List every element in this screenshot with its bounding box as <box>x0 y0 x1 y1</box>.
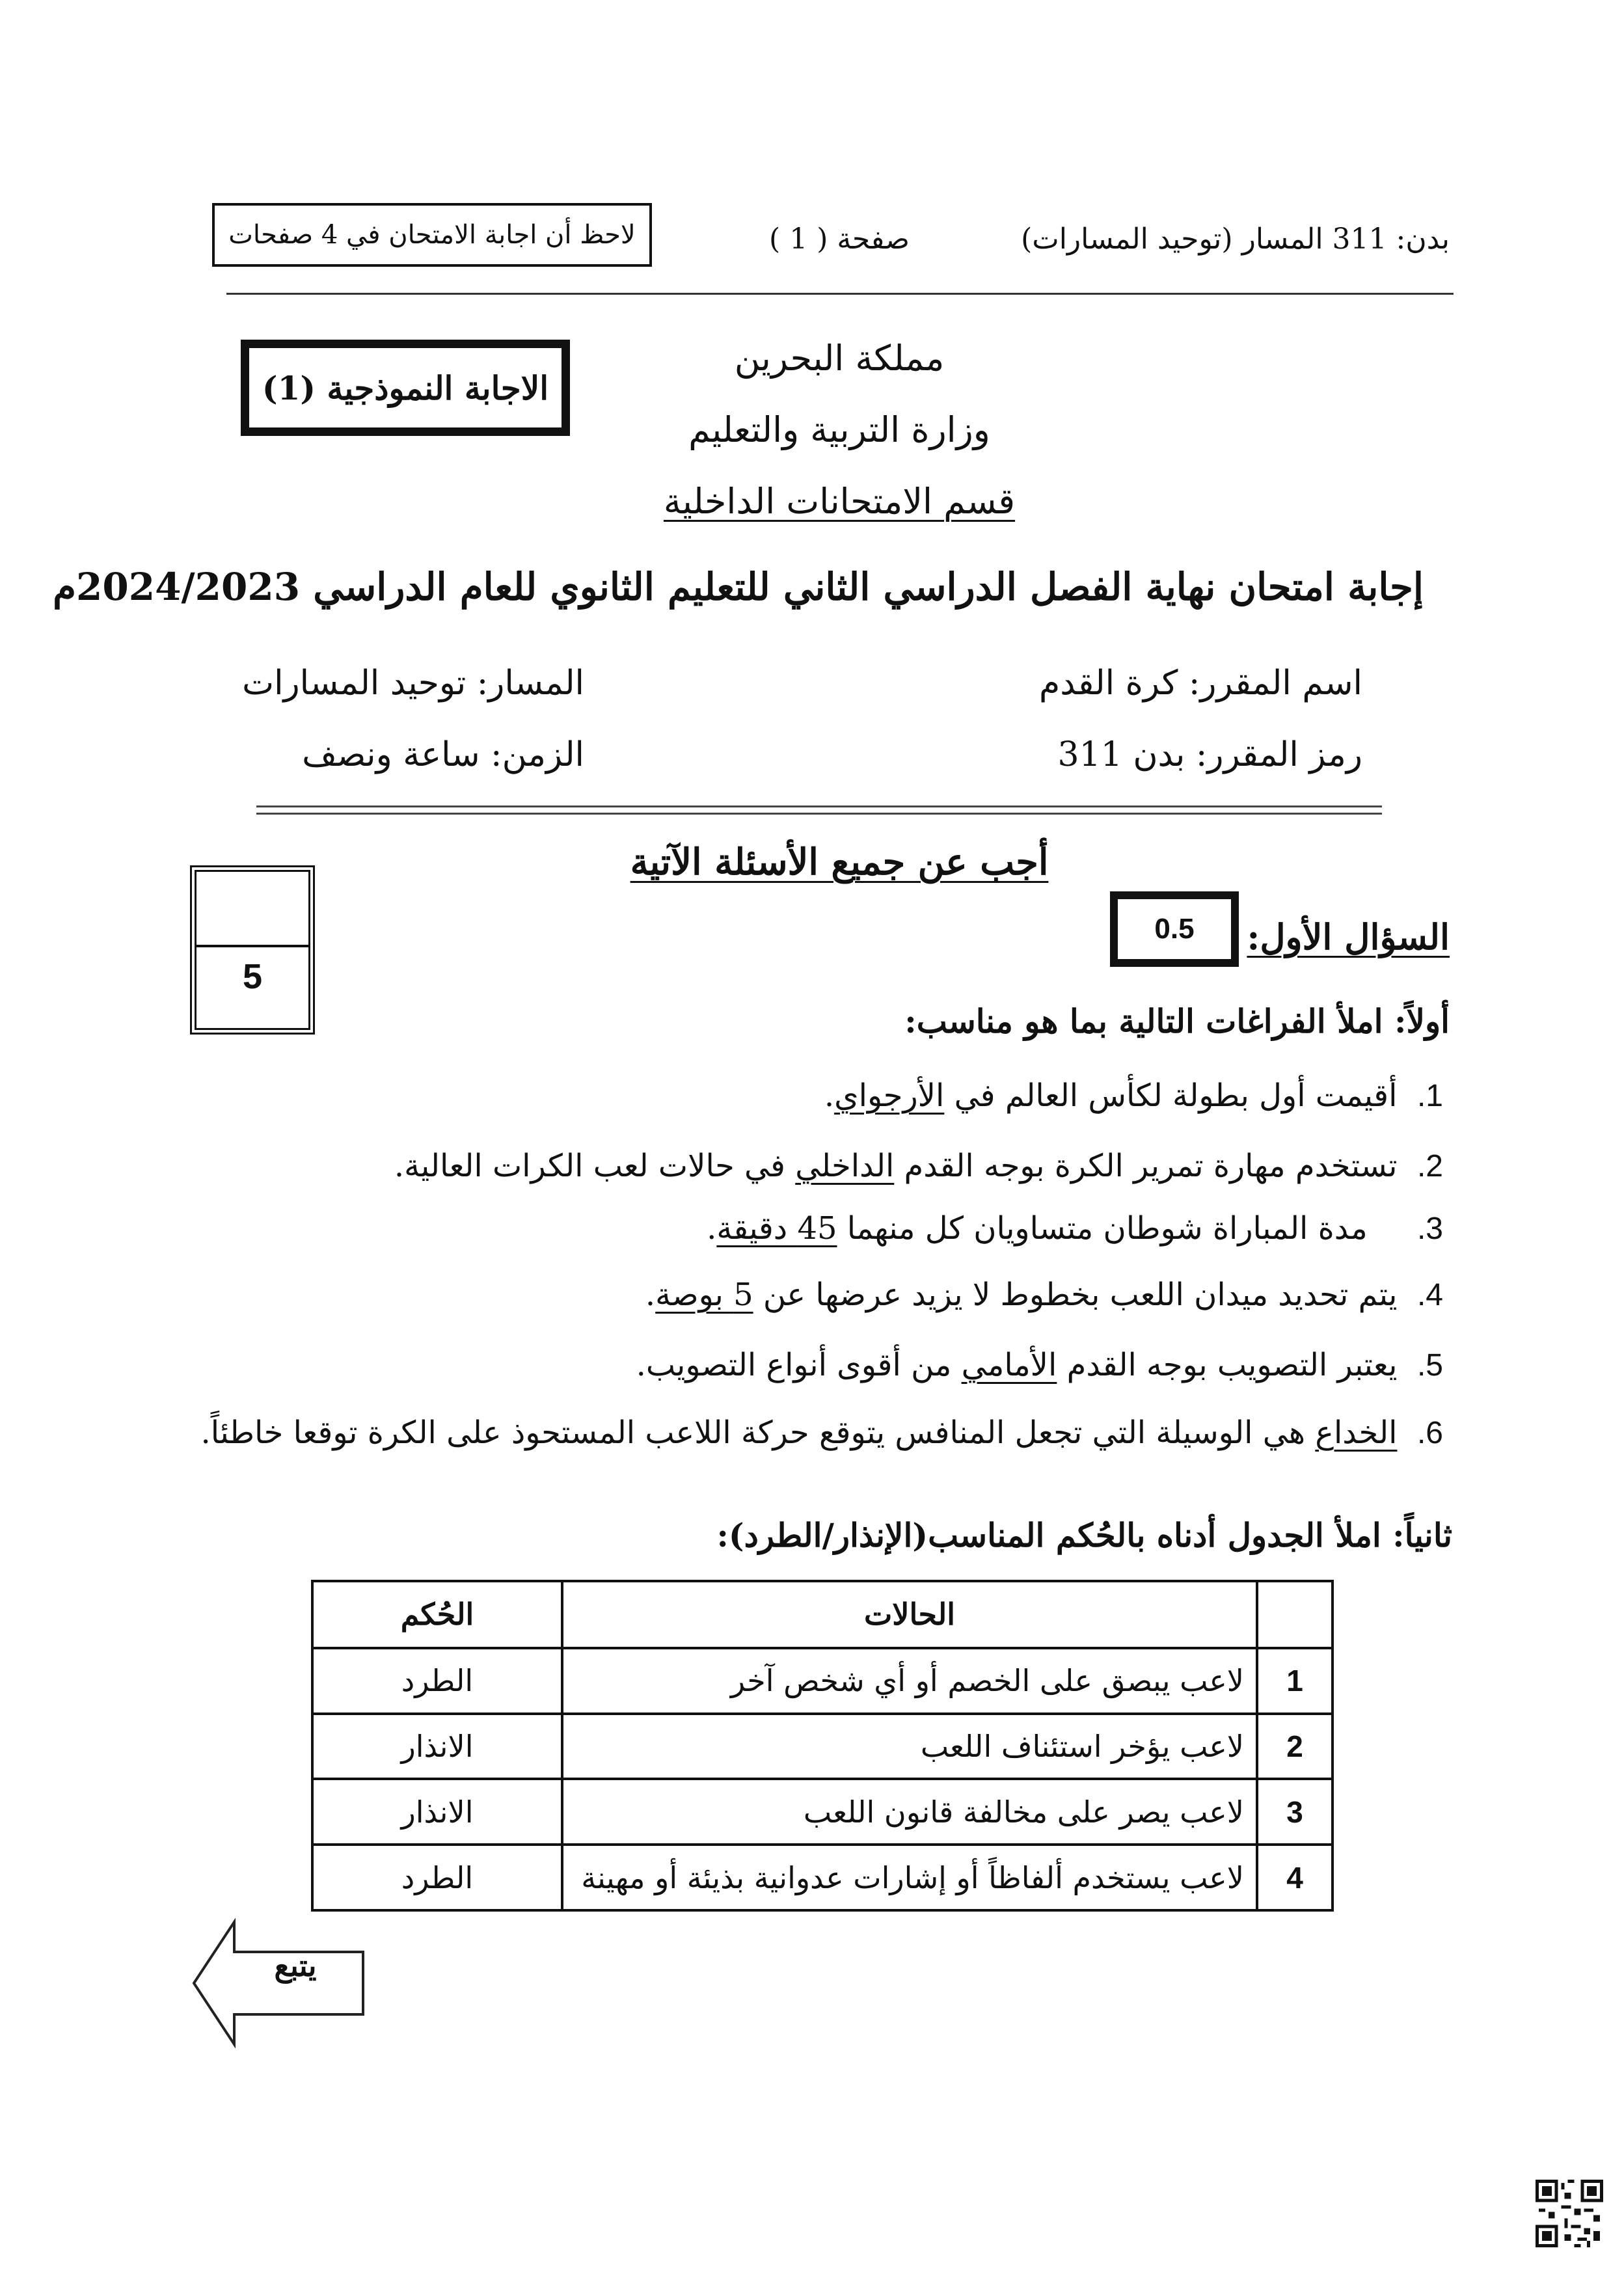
answer-blank: الأمامي <box>961 1347 1057 1383</box>
left-arrow-icon <box>191 1918 367 2048</box>
page-number: صفحة ( 1 ) <box>769 223 910 256</box>
part-1-title: أولاً: املأ الفراغات التالية بما هو مناسب: <box>904 1002 1450 1040</box>
score-box <box>190 865 315 1035</box>
verdict-table <box>311 1580 1334 1912</box>
continue-label: يتبع <box>274 1948 317 1983</box>
qr-code-icon <box>1536 2180 1603 2247</box>
table-header-row <box>312 1581 1333 1648</box>
part-2-title: ثانياً: املأ الجدول أدناه بالحُكم المناسب(الإنذار/الطرد): <box>716 1516 1452 1554</box>
table-row <box>312 1648 1333 1714</box>
row-number: 2 <box>1257 1714 1333 1780</box>
row-number: 4 <box>1257 1845 1333 1910</box>
answer-blank: الداخلي <box>795 1148 895 1184</box>
ministry-name: وزارة التربية والتعليم <box>688 409 990 450</box>
header-cases: الحالات <box>562 1581 1257 1648</box>
continue-arrow <box>191 1918 367 2048</box>
verdict-cell: الانذار <box>312 1779 562 1845</box>
answer-blank: 45 دقيقة <box>716 1210 837 1247</box>
duration: الزمن: ساعة ونصف <box>302 735 584 774</box>
row-number: 1 <box>1257 1648 1333 1714</box>
answer-blank: 5 بوصة <box>655 1277 753 1313</box>
question-1-label: السؤال الأول: <box>1247 916 1450 958</box>
table-row <box>312 1714 1333 1780</box>
case-cell: لاعب يؤخر استئناف اللعب <box>562 1714 1257 1780</box>
header-verdict: الحُكم <box>312 1581 562 1648</box>
verdict-cell: الطرد <box>312 1648 562 1714</box>
verdict-cell: الانذار <box>312 1714 562 1780</box>
double-rule <box>256 805 1382 815</box>
course-name: اسم المقرر: كرة القدم <box>1039 664 1362 703</box>
list-item: 6. الخداع هي الوسيلة التي تجعل المنافس يتوقع حركة اللاعب المستحوذ على الكرة توقعا خاطئاً. <box>200 1414 1443 1451</box>
verdict-cell: الطرد <box>312 1845 562 1910</box>
score-divider <box>196 945 308 947</box>
department-name: قسم الامتحانات الداخلية <box>663 481 1016 522</box>
question-1-mark: 0.5 <box>1110 891 1239 967</box>
list-item: 2. تستخدم مهارة تمرير الكرة بوجه القدم الداخلي في حالات لعب الكرات العالية. <box>394 1148 1443 1184</box>
header-number-cell <box>1257 1581 1333 1648</box>
list-item: 5. يعتبر التصويب بوجه القدم الأمامي من أقوى أنواع التصويب. <box>636 1347 1443 1383</box>
list-item: 1. أقيمت أول بطولة لكأس العالم في الأرجواي. <box>824 1077 1443 1114</box>
score-total: 5 <box>242 957 263 996</box>
answer-blank: الخداع <box>1315 1414 1398 1451</box>
ministry-block <box>599 323 1080 537</box>
table-row <box>312 1779 1333 1845</box>
track: المسار: توحيد المسارات <box>242 664 584 703</box>
table-row <box>312 1845 1333 1910</box>
row-number: 3 <box>1257 1779 1333 1845</box>
list-item: 4. يتم تحديد ميدان اللعب بخطوط لا يزيد عرضها عن 5 بوصة. <box>645 1277 1443 1313</box>
answer-blank: الأرجواي <box>834 1077 945 1114</box>
case-cell: لاعب يستخدم ألفاظاً أو إشارات عدوانية بذيئة أو مهينة <box>562 1845 1257 1910</box>
case-cell: لاعب يصر على مخالفة قانون اللعب <box>562 1779 1257 1845</box>
instructions-heading: أجب عن جميع الأسئلة الآتية <box>630 841 1049 884</box>
header-divider <box>226 293 1454 295</box>
pages-note: لاحظ أن اجابة الامتحان في 4 صفحات <box>212 203 652 267</box>
header-course-line: بدن: 311 المسار (توحيد المسارات) <box>1021 223 1450 256</box>
course-code: رمز المقرر: بدن 311 <box>1057 735 1362 774</box>
case-cell: لاعب يبصق على الخصم أو أي شخص آخر <box>562 1648 1257 1714</box>
exam-title: إجابة امتحان نهاية الفصل الدراسي الثاني للتعليم الثانوي للعام الدراسي 2024/2023م <box>53 565 1424 609</box>
country-name: مملكة البحرين <box>734 338 945 379</box>
model-answer-badge: الاجابة النموذجية (1) <box>241 340 570 436</box>
list-item: 3. مدة المباراة شوطان متساويان كل منهما 45 دقيقة. <box>707 1210 1443 1247</box>
